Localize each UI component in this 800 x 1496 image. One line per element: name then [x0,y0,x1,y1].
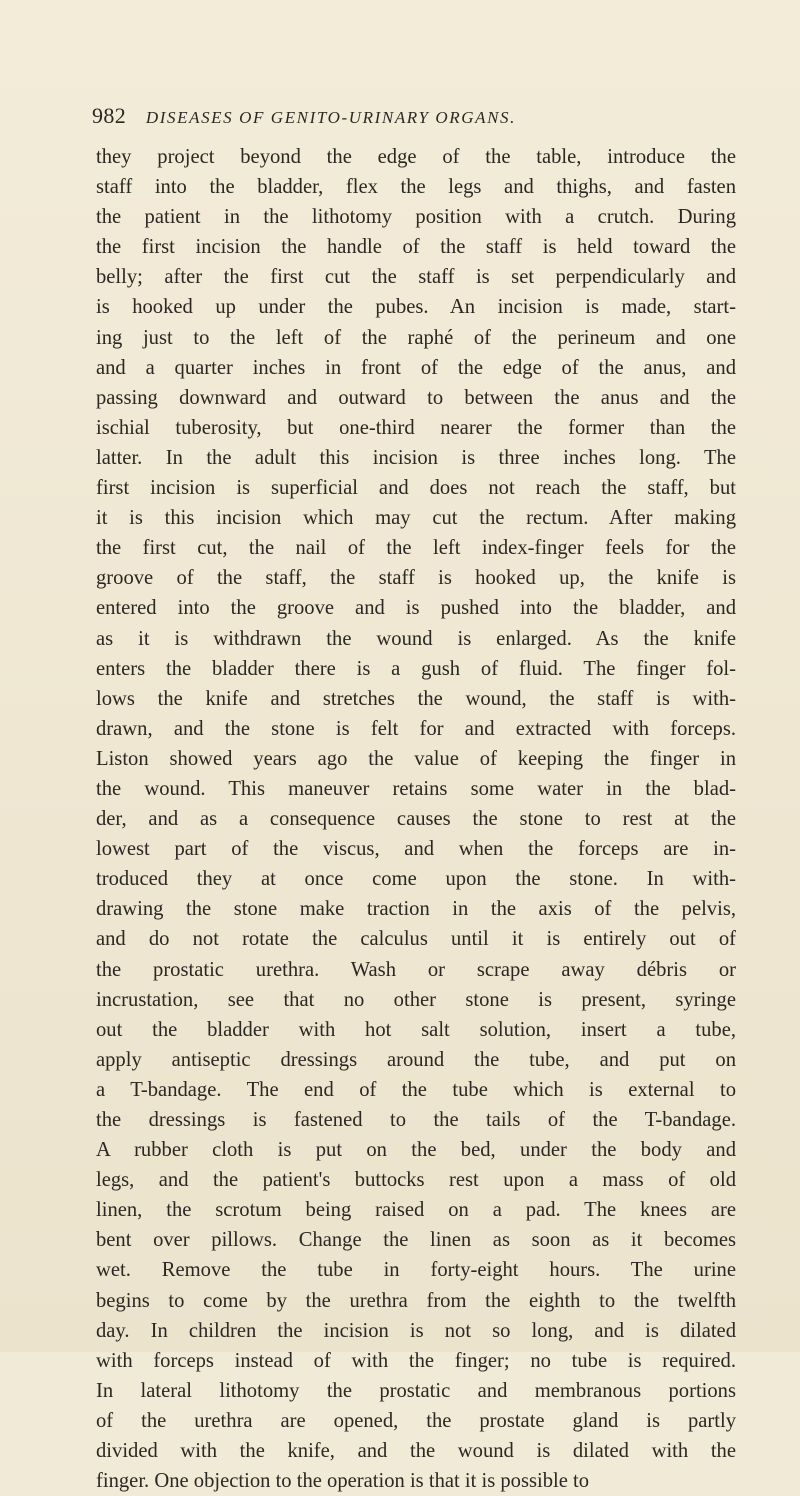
page-number: 982 [92,103,127,128]
text-line: troduced they at once come upon the stone. In with- [96,868,736,891]
text-line: out the bladder with hot salt solution, insert a tube, [96,1018,736,1041]
text-line: the dressings is fastened to the tails of the T-bandage. [96,1109,736,1131]
text-line: as it is withdrawn the wound is enlarged. As the knife [96,627,736,650]
text-line: and a quarter inches in front of the edge of the anus, and [96,356,736,379]
text-line: enters the bladder there is a gush of fluid. The finger fol- [96,657,736,680]
running-head [92,102,732,130]
text-line: latter. In the adult this incision is three inches long. The [96,446,736,469]
body-text [96,142,736,1496]
text-line: a T-bandage. The end of the tube which is external to [96,1078,736,1101]
text-line: the first cut, the nail of the left index-finger feels for the [96,537,736,560]
text-line: passing downward and outward to between the anus and the [96,386,736,409]
text-line: groove of the staff, the staff is hooked up, the knife is [96,567,736,590]
text-line: the first incision the handle of the staff is held toward the [96,236,736,259]
text-line: linen, the scrotum being raised on a pad. The knees are [96,1199,736,1222]
text-line: drawing the stone make traction in the axis of the pelvis, [96,898,736,921]
text-line: lows the knife and stretches the wound, the staff is with- [96,687,736,710]
text-line: drawn, and the stone is felt for and extracted with forceps. [96,717,736,740]
text-line: ischial tuberosity, but one-third nearer the former than the [96,416,736,439]
text-line: belly; after the first cut the staff is set perpendicularly and [96,266,736,289]
text-line: it is this incision which may cut the rectum. After making [96,507,736,530]
text-line: divided with the knife, and the wound is dilated with the [96,1440,736,1463]
text-line: finger. One objection to the operation is that it is possible to [96,1470,590,1493]
text-line: apply antiseptic dressings around the tube, and put on [96,1048,736,1071]
text-line: incrustation, see that no other stone is present, syringe [96,988,736,1011]
text-line: the wound. This maneuver retains some water in the blad- [96,777,736,800]
text-line: they project beyond the edge of the table, introduce the [96,146,736,168]
text-line: lowest part of the viscus, and when the forceps are in- [96,838,736,861]
text-line: begins to come by the urethra from the eighth to the twelfth [96,1289,736,1312]
text-line: and do not rotate the calculus until it is entirely out of [96,928,736,951]
running-title: DISEASES OF GENITO-URINARY ORGANS. [145,108,516,127]
text-line: of the urethra are opened, the prostate gland is partly [96,1409,736,1432]
text-line: staff into the bladder, flex the legs and thighs, and fasten [96,176,736,199]
text-line: wet. Remove the tube in forty-eight hours. The urine [96,1259,736,1282]
text-line: with forceps instead of with the finger; no tube is required. [96,1349,736,1372]
text-line: ing just to the left of the raphé of the perineum and one [96,326,736,349]
text-line: A rubber cloth is put on the bed, under the body and [96,1139,736,1162]
text-line: bent over pillows. Change the linen as soon as it becomes [96,1229,736,1252]
text-line: In lateral lithotomy the prostatic and membranous portions [96,1379,736,1402]
text-line: day. In children the incision is not so long, and is dilated [96,1319,736,1342]
text-line: first incision is superficial and does not reach the staff, but [96,477,736,500]
text-line: the patient in the lithotomy position with a crutch. During [96,206,736,229]
text-line: entered into the groove and is pushed into the bladder, and [96,597,736,620]
text-line: legs, and the patient's buttocks rest upon a mass of old [96,1169,736,1192]
text-line: der, and as a consequence causes the stone to rest at the [96,808,736,831]
text-line: Liston showed years ago the value of keeping the finger in [96,747,736,770]
text-line: the prostatic urethra. Wash or scrape away débris or [96,958,736,981]
text-line: is hooked up under the pubes. An incision is made, start- [96,296,736,319]
